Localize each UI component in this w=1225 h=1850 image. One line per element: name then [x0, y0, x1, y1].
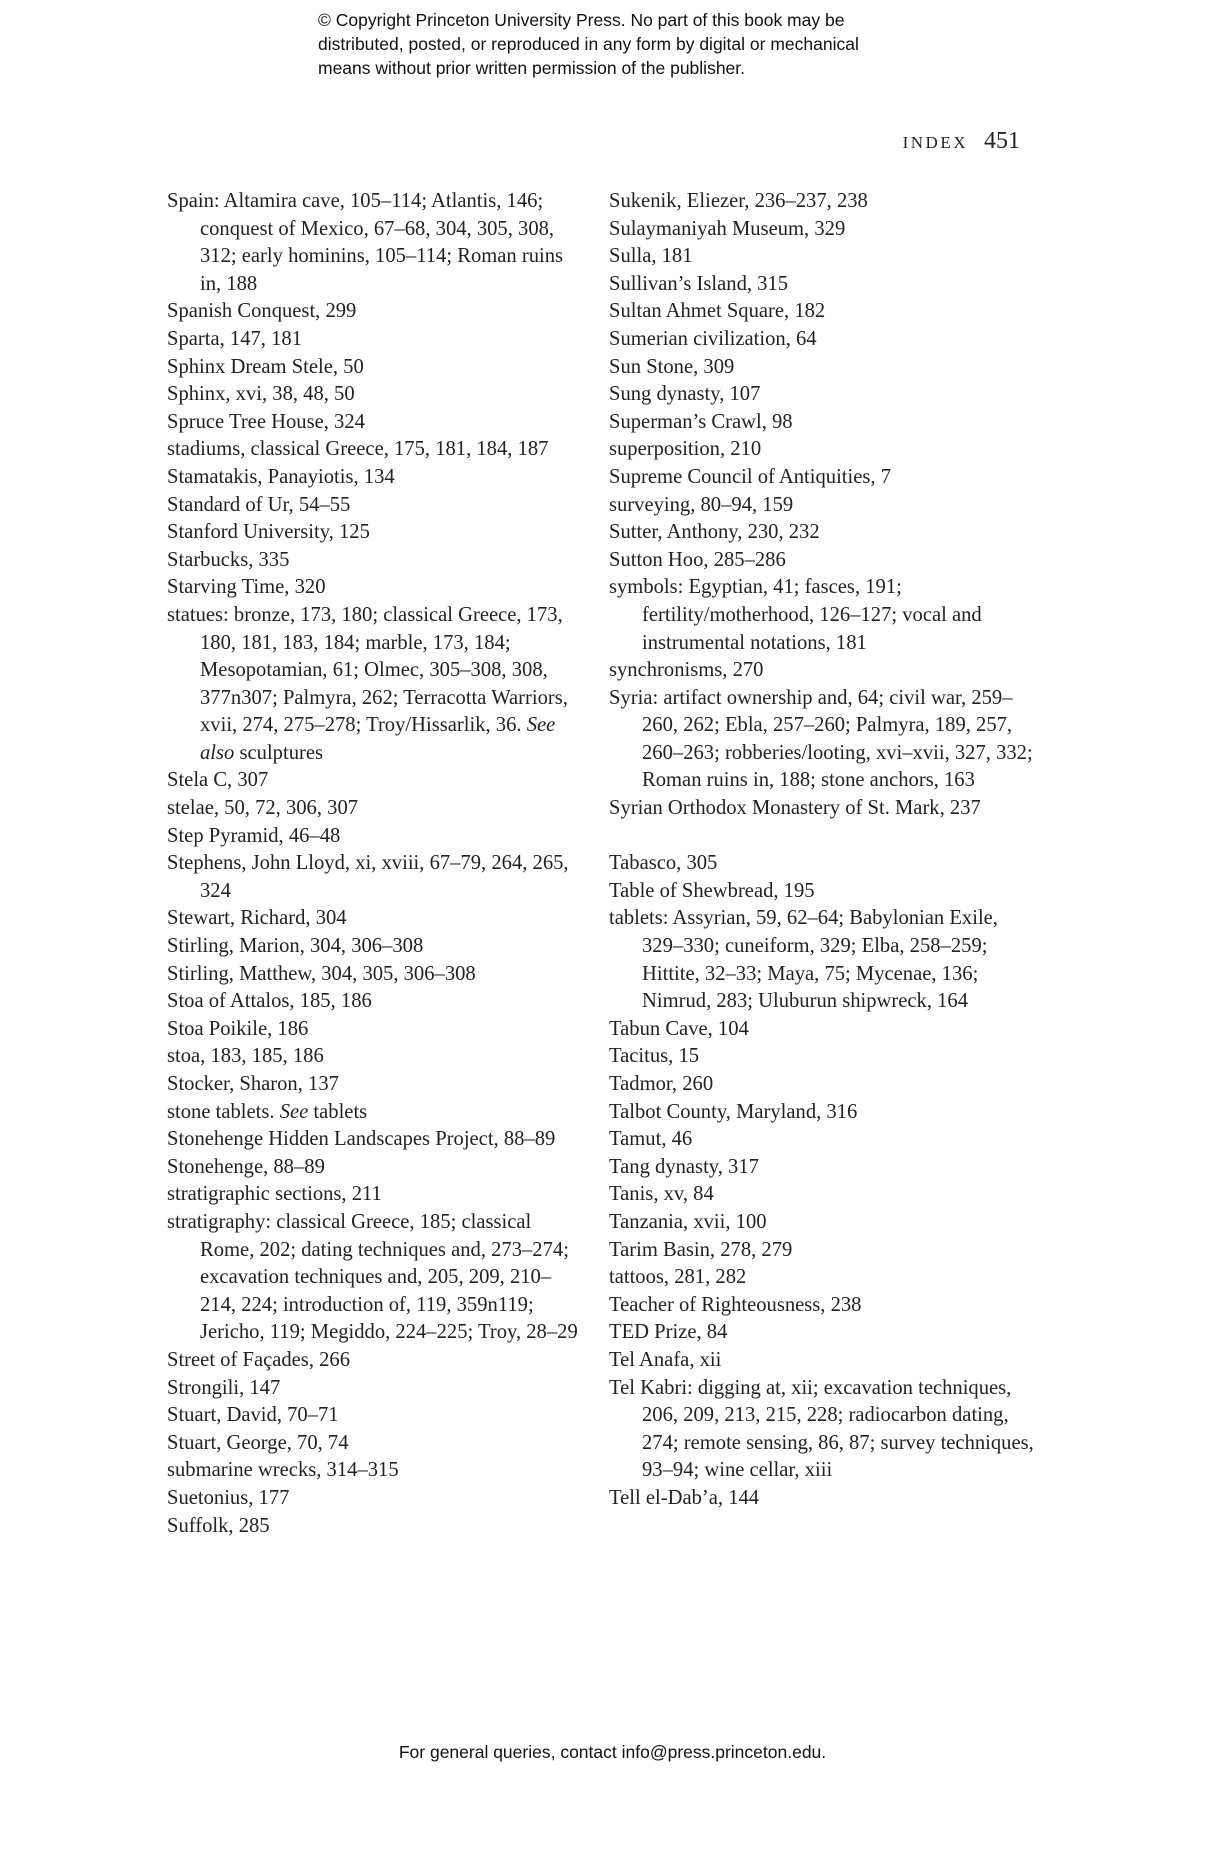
index-entry-text: Tanzania, xvii, 100	[609, 1210, 767, 1233]
index-entry	[167, 1043, 587, 1071]
index-entry-text: Street of Façades, 266	[167, 1348, 351, 1371]
index-entry	[167, 1181, 587, 1209]
index-entry	[609, 1264, 1039, 1292]
index-entry	[167, 961, 587, 989]
index-entry	[609, 381, 1039, 409]
index-entry	[609, 464, 1039, 492]
index-entry-text: Tanis, xv, 84	[609, 1183, 714, 1206]
index-entry	[609, 1126, 1039, 1154]
index-entry-text: Stonehenge Hidden Landscapes Project, 88–89	[167, 1128, 556, 1151]
index-entry	[609, 519, 1039, 547]
index-entry	[167, 188, 587, 298]
index-entry-text: Step Pyramid, 46–48	[167, 824, 341, 847]
index-entry-text: Suetonius, 177	[167, 1486, 290, 1509]
index-entry	[167, 1016, 587, 1044]
index-entry	[609, 409, 1039, 437]
index-entry-text: stratigraphy: classical Greece, 185; classical Rome, 202; dating techniques and, 273–274; excavation techniques and, 205, 209, 210–214, 224; introduction of, 119, 359n119; Jericho, 119; Megiddo, 224–225; Troy, 28–29	[167, 1210, 578, 1344]
cross-reference-target: sculptures	[239, 741, 324, 764]
index-entry	[167, 767, 587, 795]
index-entry-text: superposition, 210	[609, 438, 762, 461]
cross-reference-target: tablets	[313, 1100, 368, 1123]
index-entry-text: Tarim Basin, 278, 279	[609, 1238, 793, 1261]
index-entry-text: Syria: artifact ownership and, 64; civil war, 259–260, 262; Ebla, 257–260; Palmyra, 189, 257, 260–263; robberies/looting, xvi–xvii, 327, 332; Roman ruins in, 188; stone anchors, 163	[609, 686, 1033, 792]
index-entry-text: Starving Time, 320	[167, 576, 326, 599]
index-entry-text: synchronisms, 270	[609, 659, 764, 682]
copyright-line: © Copyright Princeton University Press. No part of this book may be	[318, 10, 845, 30]
index-entry-text: Tabun Cave, 104	[609, 1017, 749, 1040]
index-entry	[609, 1375, 1039, 1485]
index-entry	[167, 602, 587, 768]
index-entry	[609, 685, 1039, 795]
index-entry-text: Sung dynasty, 107	[609, 383, 761, 406]
index-entry	[167, 1099, 587, 1127]
index-entry-text: Stocker, Sharon, 137	[167, 1073, 339, 1095]
copyright-line: distributed, posted, or reproduced in any form by digital or mechanical	[318, 34, 859, 54]
index-entry	[609, 1016, 1039, 1044]
index-column-left	[167, 188, 587, 1540]
index-entry	[609, 657, 1039, 685]
index-entry	[167, 823, 587, 851]
index-entry	[167, 519, 587, 547]
index-entry-text: stadiums, classical Greece, 175, 181, 184, 187	[167, 438, 549, 461]
index-entry-text: stratigraphic sections, 211	[167, 1183, 382, 1206]
index-entry-text: Stoa Poikile, 186	[167, 1017, 309, 1040]
index-entry-text: Talbot County, Maryland, 316	[609, 1100, 858, 1123]
running-head	[840, 128, 1020, 155]
index-entry-text: Table of Shewbread, 195	[609, 879, 815, 902]
index-entry	[167, 1209, 587, 1347]
index-entry	[167, 850, 587, 905]
index-entry-text: Stoa of Attalos, 185, 186	[167, 990, 372, 1013]
page-number: 451	[984, 128, 1020, 154]
index-entry	[609, 216, 1039, 244]
index-entry-text: stelae, 50, 72, 306, 307	[167, 797, 359, 820]
index-entry	[167, 409, 587, 437]
index-entry-text: statues: bronze, 173, 180; classical Greece, 173, 180, 181, 183, 184; marble, 173, 184; Mesopotamian, 61; Olmec, 305–308, 308, 377n307; Palmyra, 262; Terracotta Warriors, xvii, 274, 275–278; Troy/Hissarlik, 36.	[167, 603, 568, 737]
index-entry-text: Supreme Council of Antiquities, 7	[609, 465, 891, 488]
index-entry-text: Stirling, Matthew, 304, 305, 306–308	[167, 962, 476, 985]
index-entry	[609, 1209, 1039, 1237]
index-entry-text: Stela C, 307	[167, 769, 269, 792]
index-entry	[609, 271, 1039, 299]
index-column-right	[609, 188, 1039, 1513]
index-entry	[609, 1043, 1039, 1071]
cross-reference-label: See also	[200, 714, 556, 764]
footer-contact: For general queries, contact info@press.princeton.edu.	[398, 1742, 827, 1762]
index-entry	[167, 547, 587, 575]
index-entry-text: stone tablets.	[167, 1100, 275, 1123]
index-entry	[167, 988, 587, 1016]
index-entry	[167, 1430, 587, 1458]
section-label: INDEX	[902, 133, 968, 152]
index-entry	[167, 1347, 587, 1375]
index-entry	[167, 574, 587, 602]
index-entry-text: Tell el-Dab’a, 144	[609, 1486, 760, 1509]
index-entry	[609, 547, 1039, 575]
index-entry	[609, 905, 1039, 1015]
index-entry	[609, 1154, 1039, 1182]
index-entry	[167, 1071, 587, 1099]
index-entry-text: Spain: Altamira cave, 105–114; Atlantis, 146; conquest of Mexico, 67–68, 304, 305, 308, 312; early hominins, 105–114; Roman ruins in, 188	[167, 190, 564, 295]
index-entry-text: Tadmor, 260	[609, 1073, 714, 1095]
index-entry-text: Tamut, 46	[609, 1128, 693, 1151]
index-entry	[609, 436, 1039, 464]
index-entry-text: Sullivan’s Island, 315	[609, 272, 789, 295]
index-entry-text: surveying, 80–94, 159	[609, 493, 794, 516]
index-entry	[609, 243, 1039, 271]
index-entry	[609, 1237, 1039, 1265]
index-entry-text: Standard of Ur, 54–55	[167, 493, 351, 516]
index-entry-text: Tel Anafa, xii	[609, 1348, 722, 1371]
index-entry-text: Stonehenge, 88–89	[167, 1155, 325, 1178]
index-entry	[167, 354, 587, 382]
index-entry-text: Sultan Ahmet Square, 182	[609, 300, 826, 323]
index-entry	[609, 492, 1039, 520]
index-entry-text: Stewart, Richard, 304	[167, 907, 347, 930]
index-entry-text: Stuart, David, 70–71	[167, 1404, 339, 1427]
index-entry-text: Sutter, Anthony, 230, 232	[609, 521, 820, 544]
copyright-line: means without prior written permission of the publisher.	[318, 58, 746, 78]
index-entry	[609, 795, 1039, 823]
index-entry-text: Tel Kabri: digging at, xii; excavation techniques, 206, 209, 213, 215, 228; radiocarbon dating, 274; remote sensing, 86, 87; survey techniques, 93–94; wine cellar, xiii	[609, 1376, 1034, 1482]
index-entry-text: Suffolk, 285	[167, 1514, 270, 1537]
index-entry-text: Tacitus, 15	[609, 1045, 700, 1068]
cross-reference-label: See	[279, 1100, 309, 1123]
index-entry-text: Sulla, 181	[609, 245, 693, 268]
index-entry	[167, 436, 587, 464]
index-entry	[609, 298, 1039, 326]
index-entry-text: Tabasco, 305	[609, 852, 718, 875]
index-entry	[167, 1513, 587, 1541]
index-entry	[609, 1319, 1039, 1347]
index-entry	[167, 1485, 587, 1513]
index-entry	[167, 326, 587, 354]
index-entry	[167, 381, 587, 409]
index-entry-text: TED Prize, 84	[609, 1321, 728, 1344]
index-entry-text: Teacher of Righteousness, 238	[609, 1293, 862, 1316]
index-entry	[609, 1181, 1039, 1209]
index-entry-text: Stuart, George, 70, 74	[167, 1431, 349, 1454]
index-entry-text: Starbucks, 335	[167, 548, 290, 571]
index-entry-text: Stamatakis, Panayiotis, 134	[167, 465, 395, 488]
index-entry-text: submarine wrecks, 314–315	[167, 1459, 399, 1482]
index-entry	[167, 1126, 587, 1154]
index-entry-text: Tang dynasty, 317	[609, 1155, 759, 1178]
index-entry-text: Spanish Conquest, 299	[167, 300, 357, 323]
index-entry-text: tablets: Assyrian, 59, 62–64; Babylonian Exile, 329–330; cuneiform, 329; Elba, 258–259; Hittite, 32–33; Maya, 75; Mycenae, 136; Nimrud, 283; Uluburun shipwreck, 164	[609, 907, 998, 1013]
index-entry-text: Sun Stone, 309	[609, 355, 735, 378]
index-entry-text: symbols: Egyptian, 41; fasces, 191; fertility/motherhood, 126–127; vocal and instrumental notations, 181	[609, 576, 982, 654]
index-entry-text: Strongili, 147	[167, 1376, 281, 1399]
index-entry-text: Superman’s Crawl, 98	[609, 410, 793, 433]
index-entry-text: Syrian Orthodox Monastery of St. Mark, 237	[609, 797, 981, 820]
index-entry	[167, 464, 587, 492]
index-entry	[167, 1375, 587, 1403]
index-entry	[609, 1485, 1039, 1513]
index-entry-text: tattoos, 281, 282	[609, 1266, 747, 1289]
index-entry-text: Sumerian civilization, 64	[609, 327, 817, 350]
index-entry-text: Stirling, Marion, 304, 306–308	[167, 935, 424, 958]
index-entry	[167, 1457, 587, 1485]
index-entry-text: Sulaymaniyah Museum, 329	[609, 217, 846, 240]
index-entry-text: Sutton Hoo, 285–286	[609, 548, 786, 571]
index-entry-text: Sparta, 147, 181	[167, 327, 302, 350]
index-entry-text: stoa, 183, 185, 186	[167, 1045, 324, 1068]
index-entry-text: Stephens, John Lloyd, xi, xviii, 67–79, 264, 265, 324	[167, 852, 569, 902]
index-entry-text: Sukenik, Eliezer, 236–237, 238	[609, 190, 868, 212]
index-entry	[609, 326, 1039, 354]
index-entry-text: Sphinx, xvi, 38, 48, 50	[167, 383, 355, 406]
index-entry	[609, 188, 1039, 216]
index-entry-text: Stanford University, 125	[167, 521, 370, 544]
index-entry	[609, 1099, 1039, 1127]
index-entry	[167, 933, 587, 961]
copyright-notice	[318, 8, 958, 80]
index-entry	[609, 574, 1039, 657]
index-entry	[167, 905, 587, 933]
index-entry	[609, 850, 1039, 878]
index-entry	[167, 1154, 587, 1182]
index-entry	[167, 298, 587, 326]
index-entry	[167, 795, 587, 823]
index-entry-text: Sphinx Dream Stele, 50	[167, 355, 364, 378]
index-entry	[609, 1292, 1039, 1320]
index-entry	[167, 492, 587, 520]
index-entry	[609, 1347, 1039, 1375]
index-entry-text: Spruce Tree House, 324	[167, 410, 365, 433]
index-entry	[609, 878, 1039, 906]
index-entry	[609, 1071, 1039, 1099]
index-entry	[609, 354, 1039, 382]
index-entry	[167, 1402, 587, 1430]
